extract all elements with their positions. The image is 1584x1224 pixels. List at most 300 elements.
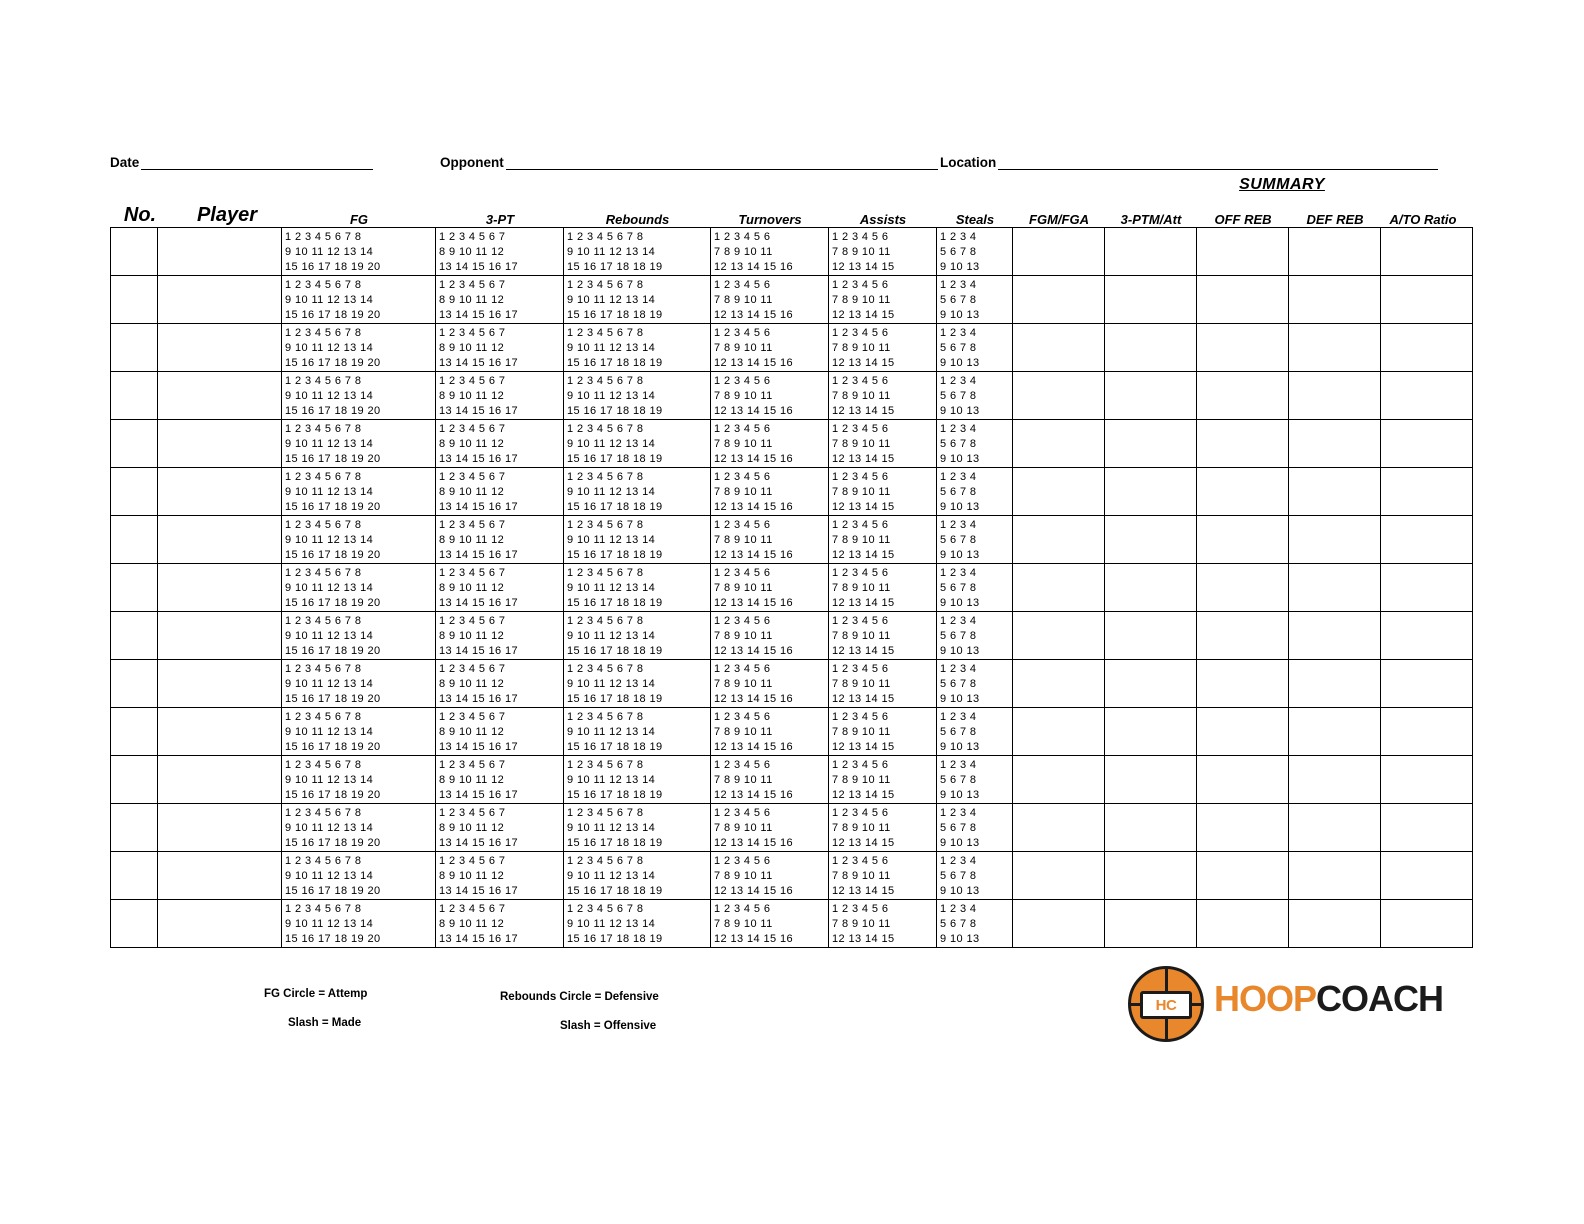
header-fields xyxy=(110,148,1450,170)
tally-line: 15 16 17 18 18 19 xyxy=(567,453,663,465)
cell-summary-three-ptm-att[interactable] xyxy=(1105,468,1197,516)
logo-badge xyxy=(1140,991,1192,1019)
cell-summary-def-reb[interactable] xyxy=(1289,756,1381,804)
cell-fg-tally[interactable] xyxy=(282,756,436,804)
cell-player-number[interactable] xyxy=(111,756,158,804)
cell-summary-ato-ratio[interactable] xyxy=(1381,612,1473,660)
tally-numbers xyxy=(711,276,828,323)
cell-summary-ato-ratio[interactable] xyxy=(1381,228,1473,276)
cell-summary-def-reb[interactable] xyxy=(1289,324,1381,372)
cell-player-number[interactable] xyxy=(111,324,158,372)
cell-fg-tally[interactable] xyxy=(282,612,436,660)
cell-summary-fgm-fga[interactable] xyxy=(1013,852,1105,900)
tally-line: 12 13 14 15 16 xyxy=(714,453,794,465)
cell-fg-tally[interactable] xyxy=(282,468,436,516)
cell-player-name[interactable] xyxy=(158,804,282,852)
cell-player-name[interactable] xyxy=(158,708,282,756)
tally-line: 7 8 9 10 11 xyxy=(832,246,891,258)
tally-line: 9 10 11 12 13 14 xyxy=(285,486,374,498)
tally-line: 13 14 15 16 17 xyxy=(439,597,519,609)
cell-summary-fgm-fga[interactable] xyxy=(1013,612,1105,660)
tally-line: 8 9 10 11 12 xyxy=(439,774,505,786)
cell-assists-tally[interactable] xyxy=(829,756,937,804)
cell-turnovers-tally[interactable] xyxy=(711,372,829,420)
cell-summary-off-reb[interactable] xyxy=(1197,468,1289,516)
cell-turnovers-tally[interactable] xyxy=(711,612,829,660)
cell-player-name[interactable] xyxy=(158,852,282,900)
cell-three-pt-tally[interactable] xyxy=(436,804,564,852)
cell-assists-tally[interactable] xyxy=(829,660,937,708)
cell-summary-off-reb[interactable] xyxy=(1197,900,1289,948)
cell-fg-tally[interactable] xyxy=(282,420,436,468)
cell-turnovers-tally[interactable] xyxy=(711,660,829,708)
tally-numbers xyxy=(937,612,1012,659)
tally-line: 12 13 14 15 16 xyxy=(714,885,794,897)
cell-summary-ato-ratio[interactable] xyxy=(1381,804,1473,852)
tally-line: 13 14 15 16 17 xyxy=(439,789,519,801)
tally-line: 1 2 3 4 5 6 xyxy=(714,471,771,483)
location-input-rule[interactable] xyxy=(998,156,1438,170)
cell-summary-ato-ratio[interactable] xyxy=(1381,324,1473,372)
tally-numbers xyxy=(564,516,710,563)
tally-line: 7 8 9 10 11 xyxy=(714,486,773,498)
cell-steals-tally[interactable] xyxy=(937,324,1013,372)
cell-rebounds-tally[interactable] xyxy=(564,564,711,612)
cell-summary-three-ptm-att[interactable] xyxy=(1105,420,1197,468)
cell-summary-ato-ratio[interactable] xyxy=(1381,564,1473,612)
location-field[interactable] xyxy=(940,150,1450,170)
cell-fg-tally[interactable] xyxy=(282,372,436,420)
cell-rebounds-tally[interactable] xyxy=(564,612,711,660)
cell-summary-ato-ratio[interactable] xyxy=(1381,756,1473,804)
cell-summary-def-reb[interactable] xyxy=(1289,612,1381,660)
tally-line: 7 8 9 10 11 xyxy=(714,726,773,738)
cell-summary-fgm-fga[interactable] xyxy=(1013,324,1105,372)
cell-player-number[interactable] xyxy=(111,900,158,948)
cell-summary-three-ptm-att[interactable] xyxy=(1105,756,1197,804)
tally-line: 15 16 17 18 19 20 xyxy=(285,597,381,609)
cell-summary-ato-ratio[interactable] xyxy=(1381,372,1473,420)
cell-summary-def-reb[interactable] xyxy=(1289,276,1381,324)
cell-summary-ato-ratio[interactable] xyxy=(1381,852,1473,900)
tally-numbers xyxy=(436,564,563,611)
tally-line: 1 2 3 4 5 6 7 8 xyxy=(567,375,644,387)
cell-summary-ato-ratio[interactable] xyxy=(1381,420,1473,468)
cell-rebounds-tally[interactable] xyxy=(564,468,711,516)
cell-summary-fgm-fga[interactable] xyxy=(1013,372,1105,420)
tally-line: 15 16 17 18 19 20 xyxy=(285,693,381,705)
cell-steals-tally[interactable] xyxy=(937,228,1013,276)
cell-player-number[interactable] xyxy=(111,276,158,324)
tally-numbers xyxy=(436,516,563,563)
cell-fg-tally[interactable] xyxy=(282,324,436,372)
tally-line: 1 2 3 4 5 6 7 8 xyxy=(567,567,644,579)
cell-fg-tally[interactable] xyxy=(282,660,436,708)
cell-summary-def-reb[interactable] xyxy=(1289,468,1381,516)
tally-numbers xyxy=(829,612,936,659)
cell-player-number[interactable] xyxy=(111,372,158,420)
cell-summary-three-ptm-att[interactable] xyxy=(1105,852,1197,900)
tally-line: 1 2 3 4 xyxy=(940,663,977,675)
tally-line: 12 13 14 15 xyxy=(832,357,895,369)
cell-player-name[interactable] xyxy=(158,660,282,708)
cell-summary-fgm-fga[interactable] xyxy=(1013,468,1105,516)
cell-summary-def-reb[interactable] xyxy=(1289,900,1381,948)
cell-player-number[interactable] xyxy=(111,708,158,756)
tally-numbers xyxy=(829,564,936,611)
tally-line: 12 13 14 15 xyxy=(832,309,895,321)
tally-numbers xyxy=(282,228,435,275)
tally-numbers xyxy=(829,804,936,851)
cell-summary-def-reb[interactable] xyxy=(1289,372,1381,420)
cell-assists-tally[interactable] xyxy=(829,372,937,420)
cell-summary-off-reb[interactable] xyxy=(1197,612,1289,660)
cell-summary-three-ptm-att[interactable] xyxy=(1105,564,1197,612)
cell-three-pt-tally[interactable] xyxy=(436,708,564,756)
cell-summary-three-ptm-att[interactable] xyxy=(1105,372,1197,420)
cell-turnovers-tally[interactable] xyxy=(711,852,829,900)
cell-player-name[interactable] xyxy=(158,420,282,468)
cell-assists-tally[interactable] xyxy=(829,852,937,900)
cell-fg-tally[interactable] xyxy=(282,228,436,276)
tally-line: 9 10 13 xyxy=(940,405,980,417)
cell-summary-ato-ratio[interactable] xyxy=(1381,276,1473,324)
cell-steals-tally[interactable] xyxy=(937,372,1013,420)
cell-rebounds-tally[interactable] xyxy=(564,516,711,564)
cell-summary-three-ptm-att[interactable] xyxy=(1105,708,1197,756)
cell-player-number[interactable] xyxy=(111,228,158,276)
tally-line: 9 10 11 12 13 14 xyxy=(285,822,374,834)
cell-three-pt-tally[interactable] xyxy=(436,516,564,564)
cell-summary-fgm-fga[interactable] xyxy=(1013,900,1105,948)
tally-line: 13 14 15 16 17 xyxy=(439,453,519,465)
tally-line: 1 2 3 4 5 6 xyxy=(832,807,889,819)
cell-player-name[interactable] xyxy=(158,372,282,420)
tally-line: 7 8 9 10 11 xyxy=(832,438,891,450)
tally-line: 13 14 15 16 17 xyxy=(439,309,519,321)
cell-fg-tally[interactable] xyxy=(282,804,436,852)
cell-steals-tally[interactable] xyxy=(937,852,1013,900)
cell-summary-ato-ratio[interactable] xyxy=(1381,660,1473,708)
cell-summary-def-reb[interactable] xyxy=(1289,516,1381,564)
tally-line: 7 8 9 10 11 xyxy=(714,918,773,930)
tally-line: 1 2 3 4 xyxy=(940,231,977,243)
cell-assists-tally[interactable] xyxy=(829,228,937,276)
cell-summary-def-reb[interactable] xyxy=(1289,804,1381,852)
cell-assists-tally[interactable] xyxy=(829,900,937,948)
tally-numbers xyxy=(282,372,435,419)
cell-fg-tally[interactable] xyxy=(282,276,436,324)
logo-badge-text: HC xyxy=(1155,996,1177,1014)
cell-three-pt-tally[interactable] xyxy=(436,852,564,900)
tally-line: 1 2 3 4 5 6 7 xyxy=(439,663,506,675)
cell-player-name[interactable] xyxy=(158,564,282,612)
cell-fg-tally[interactable] xyxy=(282,900,436,948)
cell-three-pt-tally[interactable] xyxy=(436,420,564,468)
cell-summary-ato-ratio[interactable] xyxy=(1381,468,1473,516)
cell-player-number[interactable] xyxy=(111,468,158,516)
header-no: No. xyxy=(123,204,157,226)
cell-summary-fgm-fga[interactable] xyxy=(1013,564,1105,612)
cell-summary-ato-ratio[interactable] xyxy=(1381,900,1473,948)
tally-numbers xyxy=(829,756,936,803)
cell-summary-off-reb[interactable] xyxy=(1197,756,1289,804)
cell-three-pt-tally[interactable] xyxy=(436,564,564,612)
tally-numbers xyxy=(436,756,563,803)
cell-player-number[interactable] xyxy=(111,564,158,612)
cell-fg-tally[interactable] xyxy=(282,852,436,900)
cell-assists-tally[interactable] xyxy=(829,612,937,660)
cell-summary-three-ptm-att[interactable] xyxy=(1105,324,1197,372)
cell-player-number[interactable] xyxy=(111,420,158,468)
cell-three-pt-tally[interactable] xyxy=(436,468,564,516)
cell-player-name[interactable] xyxy=(158,468,282,516)
cell-summary-three-ptm-att[interactable] xyxy=(1105,804,1197,852)
tally-line: 15 16 17 18 18 19 xyxy=(567,405,663,417)
cell-player-name[interactable] xyxy=(158,324,282,372)
cell-steals-tally[interactable] xyxy=(937,612,1013,660)
tally-numbers xyxy=(937,900,1012,947)
cell-summary-three-ptm-att[interactable] xyxy=(1105,276,1197,324)
cell-player-name[interactable] xyxy=(158,516,282,564)
cell-summary-off-reb[interactable] xyxy=(1197,804,1289,852)
cell-summary-three-ptm-att[interactable] xyxy=(1105,228,1197,276)
tally-numbers xyxy=(937,468,1012,515)
cell-summary-off-reb[interactable] xyxy=(1197,420,1289,468)
tally-numbers xyxy=(282,708,435,755)
cell-summary-fgm-fga[interactable] xyxy=(1013,804,1105,852)
tally-numbers xyxy=(436,612,563,659)
cell-three-pt-tally[interactable] xyxy=(436,612,564,660)
cell-three-pt-tally[interactable] xyxy=(436,900,564,948)
cell-rebounds-tally[interactable] xyxy=(564,756,711,804)
cell-player-name[interactable] xyxy=(158,756,282,804)
tally-line: 1 2 3 4 5 6 7 8 xyxy=(285,567,362,579)
table-row xyxy=(111,852,1473,900)
cell-rebounds-tally[interactable] xyxy=(564,660,711,708)
cell-assists-tally[interactable] xyxy=(829,516,937,564)
cell-summary-off-reb[interactable] xyxy=(1197,276,1289,324)
cell-player-number[interactable] xyxy=(111,660,158,708)
cell-three-pt-tally[interactable] xyxy=(436,756,564,804)
tally-line: 1 2 3 4 5 6 7 8 xyxy=(567,759,644,771)
cell-turnovers-tally[interactable] xyxy=(711,516,829,564)
tally-line: 8 9 10 11 12 xyxy=(439,342,505,354)
tally-line: 9 10 13 xyxy=(940,549,980,561)
tally-numbers xyxy=(711,228,828,275)
cell-turnovers-tally[interactable] xyxy=(711,756,829,804)
tally-line: 7 8 9 10 11 xyxy=(714,390,773,402)
tally-line: 1 2 3 4 xyxy=(940,279,977,291)
cell-player-name[interactable] xyxy=(158,228,282,276)
cell-summary-def-reb[interactable] xyxy=(1289,852,1381,900)
cell-summary-off-reb[interactable] xyxy=(1197,708,1289,756)
cell-steals-tally[interactable] xyxy=(937,516,1013,564)
tally-line: 9 10 11 12 13 14 xyxy=(285,246,374,258)
tally-line: 1 2 3 4 5 6 7 8 xyxy=(567,471,644,483)
tally-numbers xyxy=(711,372,828,419)
cell-steals-tally[interactable] xyxy=(937,468,1013,516)
cell-three-pt-tally[interactable] xyxy=(436,228,564,276)
cell-summary-three-ptm-att[interactable] xyxy=(1105,900,1197,948)
tally-line: 9 10 11 12 13 14 xyxy=(285,342,374,354)
cell-assists-tally[interactable] xyxy=(829,564,937,612)
tally-line: 1 2 3 4 5 6 7 xyxy=(439,711,506,723)
tally-line: 1 2 3 4 5 6 xyxy=(714,855,771,867)
cell-summary-ato-ratio[interactable] xyxy=(1381,516,1473,564)
cell-summary-fgm-fga[interactable] xyxy=(1013,228,1105,276)
tally-numbers xyxy=(711,324,828,371)
cell-three-pt-tally[interactable] xyxy=(436,324,564,372)
cell-summary-ato-ratio[interactable] xyxy=(1381,708,1473,756)
cell-summary-off-reb[interactable] xyxy=(1197,564,1289,612)
tally-line: 1 2 3 4 xyxy=(940,855,977,867)
cell-rebounds-tally[interactable] xyxy=(564,708,711,756)
tally-line: 15 16 17 18 18 19 xyxy=(567,501,663,513)
cell-steals-tally[interactable] xyxy=(937,276,1013,324)
tally-numbers xyxy=(711,852,828,899)
cell-rebounds-tally[interactable] xyxy=(564,852,711,900)
tally-line: 1 2 3 4 5 6 xyxy=(832,327,889,339)
cell-summary-three-ptm-att[interactable] xyxy=(1105,612,1197,660)
tally-numbers xyxy=(436,228,563,275)
tally-line: 1 2 3 4 xyxy=(940,327,977,339)
cell-assists-tally[interactable] xyxy=(829,420,937,468)
cell-player-number[interactable] xyxy=(111,516,158,564)
cell-turnovers-tally[interactable] xyxy=(711,804,829,852)
cell-summary-off-reb[interactable] xyxy=(1197,852,1289,900)
cell-turnovers-tally[interactable] xyxy=(711,276,829,324)
tally-line: 15 16 17 18 19 20 xyxy=(285,837,381,849)
tally-numbers xyxy=(564,660,710,707)
tally-numbers xyxy=(282,516,435,563)
cell-rebounds-tally[interactable] xyxy=(564,900,711,948)
cell-player-number[interactable] xyxy=(111,852,158,900)
cell-rebounds-tally[interactable] xyxy=(564,276,711,324)
tally-line: 15 16 17 18 19 20 xyxy=(285,453,381,465)
cell-rebounds-tally[interactable] xyxy=(564,228,711,276)
tally-line: 9 10 13 xyxy=(940,261,980,273)
tally-line: 9 10 13 xyxy=(940,933,980,945)
cell-summary-fgm-fga[interactable] xyxy=(1013,708,1105,756)
tally-line: 1 2 3 4 5 6 xyxy=(714,327,771,339)
opponent-input-rule[interactable] xyxy=(506,156,938,170)
cell-summary-three-ptm-att[interactable] xyxy=(1105,660,1197,708)
cell-rebounds-tally[interactable] xyxy=(564,372,711,420)
cell-summary-fgm-fga[interactable] xyxy=(1013,756,1105,804)
cell-turnovers-tally[interactable] xyxy=(711,468,829,516)
tally-line: 13 14 15 16 17 xyxy=(439,693,519,705)
cell-turnovers-tally[interactable] xyxy=(711,420,829,468)
cell-summary-def-reb[interactable] xyxy=(1289,660,1381,708)
cell-summary-def-reb[interactable] xyxy=(1289,564,1381,612)
cell-player-name[interactable] xyxy=(158,612,282,660)
tally-numbers xyxy=(937,564,1012,611)
tally-line: 1 2 3 4 5 6 7 xyxy=(439,519,506,531)
cell-three-pt-tally[interactable] xyxy=(436,660,564,708)
cell-steals-tally[interactable] xyxy=(937,900,1013,948)
cell-turnovers-tally[interactable] xyxy=(711,708,829,756)
tally-line: 7 8 9 10 11 xyxy=(832,870,891,882)
cell-assists-tally[interactable] xyxy=(829,324,937,372)
cell-summary-fgm-fga[interactable] xyxy=(1013,276,1105,324)
tally-line: 9 10 11 12 13 14 xyxy=(285,294,374,306)
tally-line: 12 13 14 15 xyxy=(832,405,895,417)
cell-turnovers-tally[interactable] xyxy=(711,228,829,276)
tally-line: 9 10 11 12 13 14 xyxy=(567,918,656,930)
tally-line: 1 2 3 4 5 6 xyxy=(832,231,889,243)
tally-numbers xyxy=(564,324,710,371)
cell-turnovers-tally[interactable] xyxy=(711,324,829,372)
cell-summary-def-reb[interactable] xyxy=(1289,228,1381,276)
tally-line: 9 10 11 12 13 14 xyxy=(567,534,656,546)
cell-summary-off-reb[interactable] xyxy=(1197,660,1289,708)
cell-steals-tally[interactable] xyxy=(937,804,1013,852)
cell-steals-tally[interactable] xyxy=(937,420,1013,468)
cell-summary-fgm-fga[interactable] xyxy=(1013,516,1105,564)
cell-summary-off-reb[interactable] xyxy=(1197,516,1289,564)
cell-summary-def-reb[interactable] xyxy=(1289,420,1381,468)
tally-numbers xyxy=(282,804,435,851)
cell-summary-off-reb[interactable] xyxy=(1197,372,1289,420)
cell-assists-tally[interactable] xyxy=(829,804,937,852)
tally-line: 1 2 3 4 5 6 xyxy=(832,567,889,579)
cell-summary-def-reb[interactable] xyxy=(1289,708,1381,756)
tally-line: 5 6 7 8 xyxy=(940,294,977,306)
date-input-rule[interactable] xyxy=(141,156,373,170)
cell-rebounds-tally[interactable] xyxy=(564,324,711,372)
tally-line: 9 10 13 xyxy=(940,693,980,705)
legend-fg-circle: FG Circle = Attemp xyxy=(264,988,368,1000)
cell-player-number[interactable] xyxy=(111,612,158,660)
cell-assists-tally[interactable] xyxy=(829,708,937,756)
tally-line: 7 8 9 10 11 xyxy=(832,726,891,738)
cell-player-number[interactable] xyxy=(111,804,158,852)
cell-player-name[interactable] xyxy=(158,900,282,948)
tally-line: 1 2 3 4 5 6 xyxy=(714,711,771,723)
cell-fg-tally[interactable] xyxy=(282,564,436,612)
cell-player-name[interactable] xyxy=(158,276,282,324)
logo-wordmark xyxy=(1214,978,1443,1020)
tally-line: 1 2 3 4 xyxy=(940,807,977,819)
cell-turnovers-tally[interactable] xyxy=(711,900,829,948)
cell-assists-tally[interactable] xyxy=(829,276,937,324)
cell-summary-fgm-fga[interactable] xyxy=(1013,420,1105,468)
tally-line: 15 16 17 18 18 19 xyxy=(567,357,663,369)
cell-steals-tally[interactable] xyxy=(937,564,1013,612)
cell-summary-three-ptm-att[interactable] xyxy=(1105,516,1197,564)
cell-three-pt-tally[interactable] xyxy=(436,372,564,420)
cell-assists-tally[interactable] xyxy=(829,468,937,516)
opponent-field[interactable] xyxy=(440,150,940,170)
cell-fg-tally[interactable] xyxy=(282,516,436,564)
cell-turnovers-tally[interactable] xyxy=(711,564,829,612)
tally-line: 9 10 11 12 13 14 xyxy=(285,630,374,642)
cell-rebounds-tally[interactable] xyxy=(564,804,711,852)
date-field[interactable] xyxy=(110,150,440,170)
cell-fg-tally[interactable] xyxy=(282,708,436,756)
cell-summary-off-reb[interactable] xyxy=(1197,324,1289,372)
tally-line: 8 9 10 11 12 xyxy=(439,870,505,882)
cell-steals-tally[interactable] xyxy=(937,660,1013,708)
cell-three-pt-tally[interactable] xyxy=(436,276,564,324)
cell-rebounds-tally[interactable] xyxy=(564,420,711,468)
tally-numbers xyxy=(937,276,1012,323)
cell-summary-fgm-fga[interactable] xyxy=(1013,660,1105,708)
cell-steals-tally[interactable] xyxy=(937,708,1013,756)
cell-steals-tally[interactable] xyxy=(937,756,1013,804)
cell-summary-off-reb[interactable] xyxy=(1197,228,1289,276)
